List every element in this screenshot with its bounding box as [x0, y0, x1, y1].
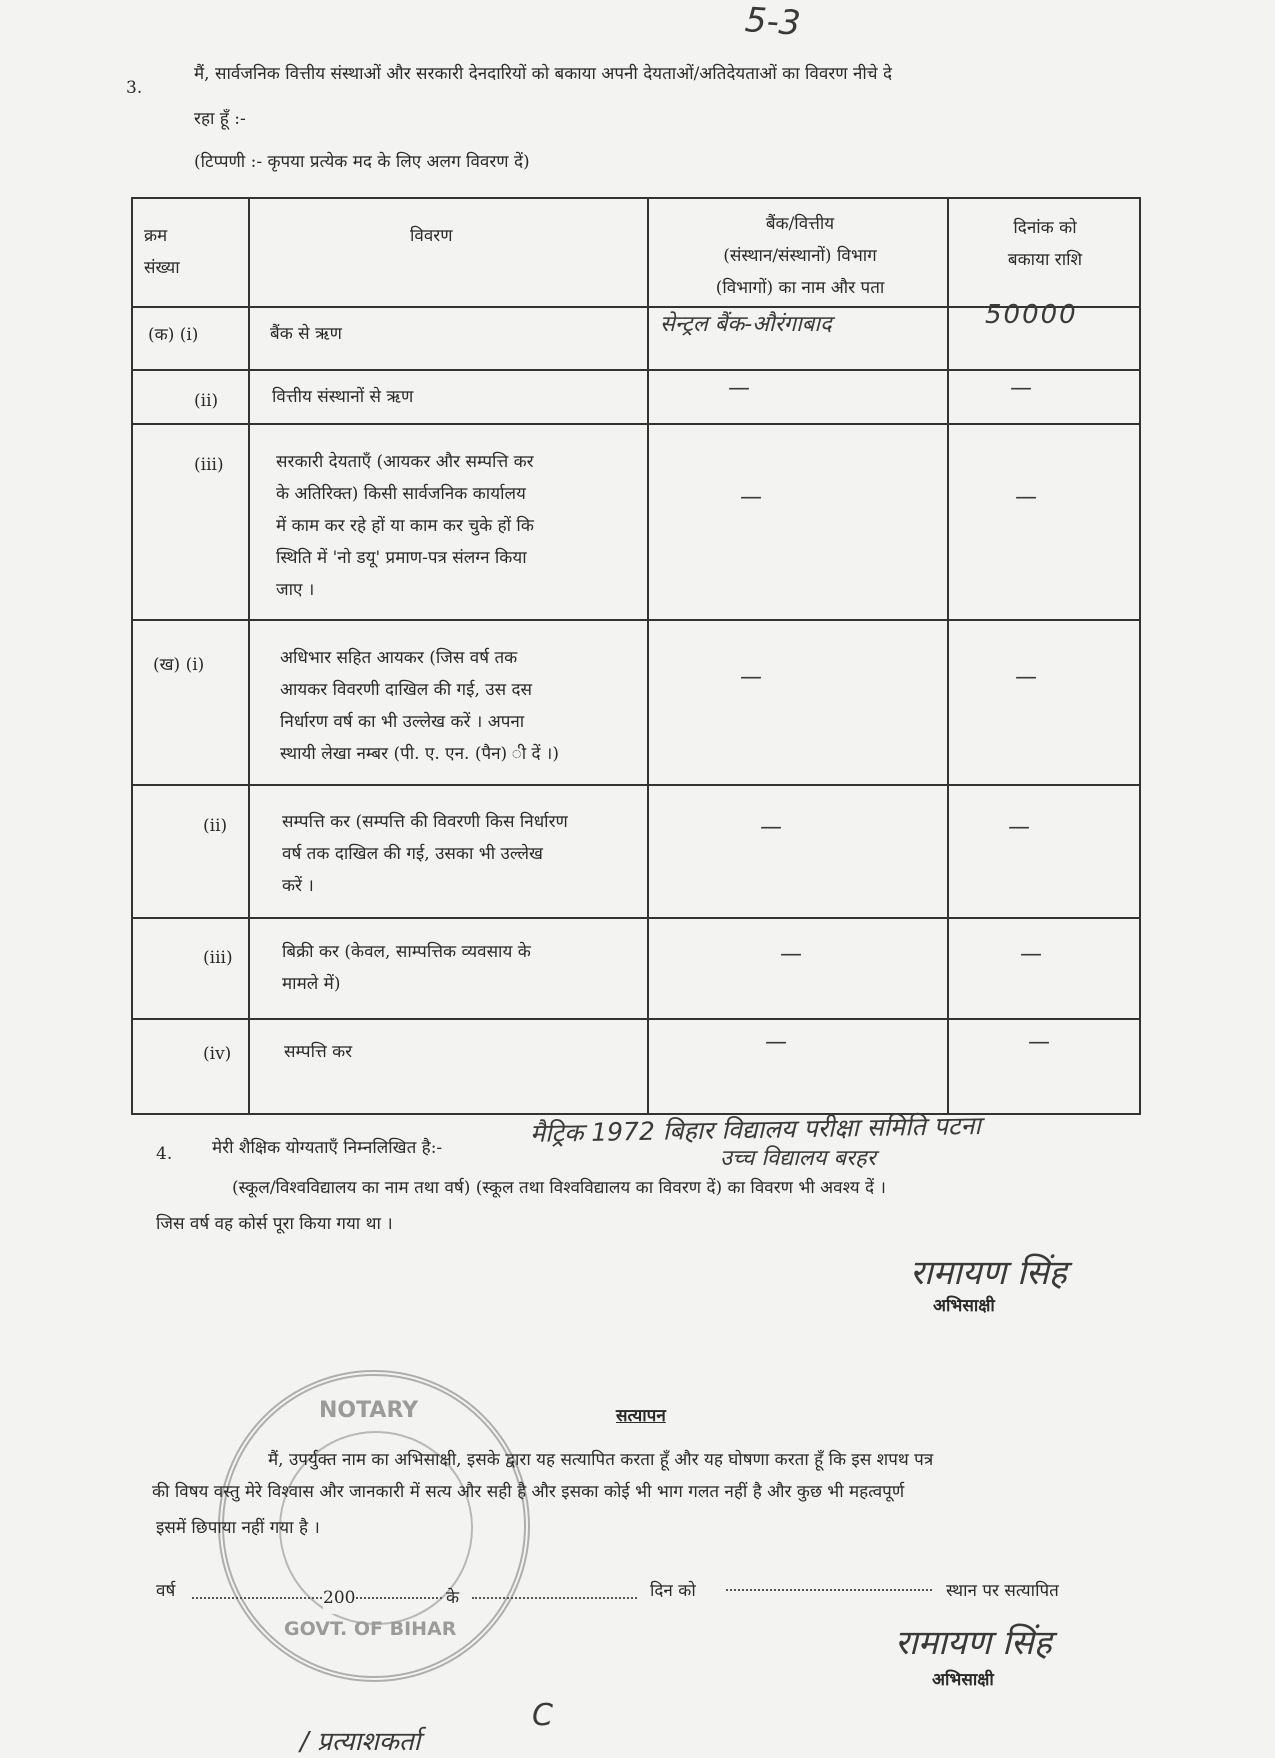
row-amount-dash: — — [1028, 1030, 1050, 1055]
row-serial: (ii) — [194, 391, 219, 411]
section-3-line1: मैं, सार्वजनिक वित्तीय संस्थाओं और सरकारी देनदारियों को बकाया अपनी देयताओं/अतिदेयताओं का विवरण नीचे दे — [194, 64, 893, 84]
row-serial: (iii) — [203, 948, 233, 968]
verification-line2: की विषय वस्तु मेरे विश्वास और जानकारी में सत्य और सही है और इसका कोई भी भाग गलत नहीं है और कुछ भी महत्वपूर्ण — [152, 1482, 905, 1502]
row-details: बैंक से ऋण — [270, 324, 342, 344]
row-details: सरकारी देयताएँ (आयकर और सम्पत्ति कर के अतिरिक्त) किसी सार्वजनिक कार्यालय में काम कर रहे हों या काम कर चुके हों कि स्थिति में 'नो डयू' प्रमाण-पत्र संलग्न किया जाए । — [276, 452, 534, 600]
table-col-divider — [248, 197, 250, 1113]
row-bank-dash: — — [765, 1030, 787, 1055]
table-row-divider — [131, 423, 1139, 425]
row-bank-dash: — — [740, 665, 762, 690]
header-amount: दिनांक को बकाया राशि — [1007, 218, 1083, 270]
row-bank-dash: — — [740, 485, 762, 510]
row-bank-dash: — — [780, 942, 802, 967]
row-serial: (iv) — [203, 1044, 232, 1064]
year-dotted-line — [192, 1597, 442, 1599]
row-bank-handwritten: सेन्ट्रल बैंक-औरंगाबाद — [660, 312, 832, 337]
verification-line1: मैं, उपर्युक्त नाम का अभिसाक्षी, इसके द्वारा यह सत्यापित करता हूँ और यह घोषणा करता हूँ कि इस शपथ पत्र — [268, 1450, 934, 1470]
ke-label: के — [446, 1588, 460, 1608]
year-label: वर्ष — [156, 1581, 176, 1601]
day-label: दिन को — [650, 1581, 696, 1601]
year-value: 200 — [323, 1582, 355, 1614]
section-4-line1: मेरी शैक्षिक योग्यताएँ निम्नलिखित है:- — [212, 1138, 443, 1158]
row-amount-dash: — — [1015, 485, 1037, 510]
row-details: सम्पत्ति कर — [284, 1042, 353, 1062]
deponent-label-2: अभिसाक्षी — [932, 1670, 994, 1690]
row-serial: (ii) — [203, 816, 228, 836]
table-row-divider — [131, 1018, 1139, 1020]
row-amount-handwritten: 50000 — [985, 300, 1078, 330]
row-details: सम्पत्ति कर (सम्पत्ति की विवरणी किस निर्धारण वर्ष तक दाखिल की गई, उसका भी उल्लेख करें । — [282, 812, 568, 896]
section-4-number: 4. — [156, 1144, 173, 1164]
row-amount-dash: — — [1020, 942, 1042, 967]
table-row-divider — [131, 619, 1139, 621]
row-amount-dash: — — [1015, 665, 1037, 690]
section-3-line2: रहा हूँ :- — [194, 109, 246, 129]
table-row-divider — [131, 917, 1139, 919]
verification-line3: इसमें छिपाया नहीं गया है । — [156, 1518, 320, 1538]
section-4-line3: जिस वर्ष वह कोर्स पूरा किया गया था । — [156, 1214, 393, 1234]
row-bank-dash: — — [760, 815, 782, 840]
deponent-signature-1: रामायण सिंह — [910, 1253, 1067, 1293]
row-serial: (ख) (i) — [153, 655, 205, 675]
row-amount-dash: — — [1010, 376, 1032, 401]
footer-handwritten-c: C — [532, 1698, 553, 1733]
row-details: वित्तीय संस्थानों से ऋण — [272, 387, 414, 407]
section-3-note: (टिप्पणी :- कृपया प्रत्येक मद के लिए अलग विवरण दें) — [194, 152, 530, 172]
stamp-top-text: NOTARY — [319, 1398, 419, 1423]
place-label: स्थान पर सत्यापित — [946, 1581, 1059, 1601]
row-serial: (क) (i) — [148, 325, 199, 345]
section-3-number: 3. — [126, 78, 143, 98]
table-row-divider — [131, 784, 1139, 786]
section-4-handwritten2: उच्च विद्यालय बरहर — [720, 1146, 876, 1171]
stamp-bottom-text: GOVT. OF BIHAR — [284, 1618, 457, 1640]
section-4-line2: (स्कूल/विश्वविद्यालय का नाम तथा वर्ष) (स्कूल तथा विश्वविद्यालय का विवरण दें) का विवरण भी अवश्य दें । — [232, 1178, 886, 1198]
row-amount-dash: — — [1008, 815, 1030, 840]
row-serial: (iii) — [194, 455, 224, 475]
table-col-divider — [947, 197, 949, 1113]
deponent-label-1: अभिसाक्षी — [933, 1296, 995, 1316]
place-dotted-line — [726, 1589, 932, 1591]
header-details: विवरण — [410, 226, 453, 246]
row-details: बिक्री कर (केवल, साम्पत्तिक व्यवसाय के मामले में) — [282, 942, 531, 994]
table-row-divider — [131, 369, 1139, 371]
verification-heading: सत्यापन — [616, 1406, 666, 1426]
header-bank: बैंक/वित्तीय (संस्थान/संस्थानों) विभाग (विभागों) का नाम और पता — [715, 214, 885, 298]
deponent-signature-2: रामायण सिंह — [895, 1623, 1052, 1663]
page-number-mark: 5-3 — [743, 0, 802, 44]
month-dotted-line — [472, 1597, 637, 1599]
footer-handwritten-text: / प्रत्याशकर्ता — [300, 1727, 421, 1757]
row-details: अधिभार सहित आयकर (जिस वर्ष तक आयकर विवरणी दाखिल की गई, उस दस निर्धारण वर्ष का भी उल्लेख करें । अपना स्थायी लेखा नम्बर (पी. ए. एन. (पैन) ी दें ।) — [280, 648, 560, 764]
table-col-divider — [647, 197, 649, 1113]
row-bank-dash: — — [728, 376, 750, 401]
header-serial: क्रम संख्या — [144, 226, 180, 278]
section-4-handwritten1: मैट्रिक 1972 बिहार विद्यालय परीक्षा समिति पटना — [529, 1111, 982, 1148]
